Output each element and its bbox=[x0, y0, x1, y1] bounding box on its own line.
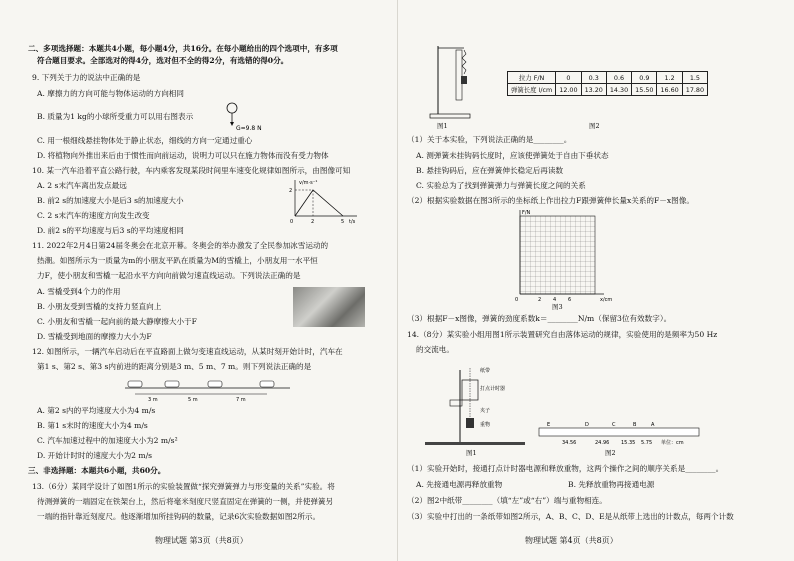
q12-option-d: D. 开始计时时的速度大小为2 m/s bbox=[37, 451, 153, 460]
q14-part2: （2）图2中纸带________（填“左”或“右”）端与重物相连。 bbox=[407, 496, 607, 505]
segment-3-label: 7 m bbox=[236, 397, 246, 402]
q11-option-c: C. 小朋友和雪橇一起向前的最大静摩擦大小于F bbox=[37, 317, 197, 326]
q13-part1-option-c: C. 实验总为了找到弹簧弹力与弹簧长度之间的关系 bbox=[416, 181, 586, 190]
table-cell: 12.00 bbox=[556, 84, 581, 96]
q12-stem-1: 12. 如图所示，一辆汽车启动后在平直路面上做匀变速直线运动，从某时刻开始计时，汽车在 bbox=[32, 347, 343, 356]
q14-stem-2: 的交流电。 bbox=[416, 345, 454, 354]
q14-stem-1: 14.（8分）某实验小组用图1所示装置研究自由落体运动的规律，实验使用的是频率为50 Hz bbox=[407, 330, 718, 339]
table-cell: 17.80 bbox=[682, 84, 707, 96]
timer-label: 打点计时器 bbox=[480, 386, 506, 392]
tape-point: A bbox=[651, 422, 655, 428]
tape-label: 纸带 bbox=[480, 368, 491, 374]
tape-point: D bbox=[585, 422, 589, 428]
table-row-label: 弹簧长度 l/cm bbox=[508, 84, 556, 96]
section2-heading: 二、多项选择题：本题共4小题，每小题4分，共16分。在每小题给出的四个选项中，有多项 bbox=[28, 44, 338, 53]
graph-xtick-0: 0 bbox=[290, 219, 294, 224]
weight-label: 重物 bbox=[480, 422, 491, 428]
section2-heading-cont: 符合题目要求。全部选对的得4分，选对但不全的得2分，有选错的得0分。 bbox=[37, 56, 289, 65]
section3-heading: 三、非选择题：本题共6小题，共60分。 bbox=[28, 466, 166, 475]
table-cell: 0.3 bbox=[581, 72, 606, 84]
tape-value: 15.35 bbox=[621, 440, 636, 446]
q9-option-c: C. 用一根细线悬挂物体处于静止状态，细线的方向一定通过重心 bbox=[37, 136, 253, 145]
grid-xtick: 6 bbox=[568, 297, 572, 303]
table-row-label: 拉力 F/N bbox=[508, 72, 556, 84]
q9-option-a: A. 摩擦力的方向可能与物体运动的方向相同 bbox=[37, 89, 184, 98]
q11-stem-1: 11. 2022年2月4日第24届冬奥会在北京开幕。冬奥会的举办激发了全民参加冰雪运动的 bbox=[32, 241, 329, 250]
table-row bbox=[508, 84, 708, 96]
q9-stem: 9. 下列关于力的说法中正确的是 bbox=[32, 73, 141, 82]
fig14-2-caption: 图2 bbox=[605, 449, 616, 457]
tape-value: 24.96 bbox=[595, 440, 610, 446]
table-cell: 1.5 bbox=[682, 72, 707, 84]
table-row bbox=[508, 72, 708, 84]
table-cell: 0.9 bbox=[632, 72, 657, 84]
grid-origin: 0 bbox=[515, 297, 519, 303]
free-fall-apparatus bbox=[420, 360, 530, 455]
page-divider bbox=[397, 0, 398, 561]
segment-2-label: 5 m bbox=[188, 397, 198, 402]
fig2-caption: 图2 bbox=[589, 122, 600, 130]
fig14-1-caption: 图1 bbox=[466, 449, 477, 457]
left-footer: 物理试题 第3页（共8页） bbox=[155, 536, 248, 545]
q10-stem: 10. 某一汽车沿着平直公路行驶，车内乘客发现某段时间里车速变化规律如图所示，由图像可知 bbox=[32, 166, 351, 175]
q14-part1-option-a: A. 先接通电源再释放重物 bbox=[416, 480, 503, 489]
tape-value: 5.75 bbox=[641, 440, 653, 446]
q14-part1: （1）实验开始时，接通打点计时器电源和释放重物，这两个操作之间的顺序关系是________。 bbox=[407, 464, 724, 473]
car-road-diagram bbox=[120, 374, 295, 402]
fig3-caption: 图3 bbox=[552, 303, 563, 311]
table-cell: 0 bbox=[556, 72, 581, 84]
table-cell: 15.50 bbox=[632, 84, 657, 96]
q13-line-2: 待测弹簧的一端固定在铁架台上，然后将毫米刻度尺竖直固定在弹簧的一侧，并使弹簧另 bbox=[37, 497, 334, 506]
q11-option-a: A. 雪橇受到4个力的作用 bbox=[37, 287, 121, 296]
grid-xlabel: x/cm bbox=[600, 297, 613, 303]
gravity-force-diagram bbox=[222, 100, 262, 135]
table-cell: 14.30 bbox=[606, 84, 631, 96]
tape-value: 34.56 bbox=[562, 440, 577, 446]
table-cell: 13.20 bbox=[581, 84, 606, 96]
q13-line-3: 一端的指针靠近刻度尺。他逐渐增加所挂钩码的数量，记录6次实验数据如图2所示。 bbox=[37, 512, 321, 521]
q14-part3: （3）实验中打出的一条纸带如图2所示，A、B、C、D、E是从纸带上选出的计数点，每两个计数 bbox=[407, 512, 734, 521]
q13-part3: （3）根据F－x图像，弹簧的劲度系数k＝________N/m（保留3位有效数字）。 bbox=[407, 314, 672, 323]
sled-photo bbox=[293, 287, 365, 327]
q9-option-d: D. 将植物向外推出来后由于惯性而向前运动，说明力可以只在施力物体而没有受力物体 bbox=[37, 151, 329, 160]
q12-stem-2: 第1 s、第2 s、第3 s内前进的距离分别是3 m、5 m、7 m。则下列说法正确的是 bbox=[37, 362, 312, 371]
graph-xtick-5: 5 bbox=[341, 219, 345, 224]
q11-stem-3: 力F，使小朋友和雪橇一起沿水平方向向前做匀速直线运动。下列说法正确的是 bbox=[37, 271, 301, 280]
spring-stand-figure bbox=[420, 40, 480, 120]
graph-ylabel: v/m·s⁻¹ bbox=[299, 180, 318, 186]
spring-data-table bbox=[507, 71, 708, 96]
q10-option-a: A. 2 s末汽车离出发点最远 bbox=[37, 181, 127, 190]
grid-xtick: 4 bbox=[553, 297, 557, 303]
graph-paper-figure bbox=[500, 206, 620, 306]
q13-line-1: 13.（6分）某同学设计了如图1所示的实验装置做“探究弹簧弹力与形变量的关系”实验。将 bbox=[32, 482, 335, 491]
q9-option-b: B. 质量为1 kg的小球所受重力可以用右图表示 bbox=[37, 112, 194, 121]
velocity-time-graph bbox=[283, 176, 363, 224]
q11-option-b: B. 小朋友受到雪橇的支持力竖直向上 bbox=[37, 302, 162, 311]
segment-1-label: 3 m bbox=[148, 397, 158, 402]
q14-part1-option-b: B. 先释放重物再接通电源 bbox=[568, 480, 655, 489]
graph-ytick-2: 2 bbox=[289, 188, 293, 194]
tape-point: C bbox=[612, 422, 616, 428]
q12-option-a: A. 第2 s内的平均速度大小为4 m/s bbox=[37, 406, 156, 415]
q10-option-c: C. 2 s末汽车的速度方向发生改变 bbox=[37, 211, 150, 220]
table-cell: 1.2 bbox=[657, 72, 682, 84]
q13-part1-option-a: A. 测弹簧未挂钩码长度时，应该使弹簧处于自由下垂状态 bbox=[416, 151, 609, 160]
q13-part1: （1）关于本实验，下列说法正确的是________。 bbox=[407, 135, 572, 144]
q11-stem-2: 热潮。如图所示为一质量为m的小朋友平趴在质量为M的雪橇上，小朋友用一水平恒 bbox=[37, 256, 318, 265]
table-cell: 0.6 bbox=[606, 72, 631, 84]
q10-option-d: D. 前2 s的平均速度与后3 s的平均速度相同 bbox=[37, 226, 184, 235]
q11-option-d: D. 雪橇受到地面的摩擦力大小为F bbox=[37, 332, 152, 341]
grid-ylabel: F/N bbox=[522, 210, 531, 216]
q10-option-b: B. 前2 s的加速度大小是后3 s的加速度大小 bbox=[37, 196, 184, 205]
right-footer: 物理试题 第4页（共8页） bbox=[525, 536, 618, 545]
tape-point: B bbox=[633, 422, 637, 428]
tape-unit: 单位：cm bbox=[661, 440, 684, 446]
graph-xlabel: t/s bbox=[349, 219, 356, 224]
fig1-caption: 图1 bbox=[437, 122, 448, 130]
grid-xtick: 2 bbox=[538, 297, 542, 303]
q13-part1-option-b: B. 悬挂钩码后，应在弹簧伸长稳定后再读数 bbox=[416, 166, 564, 175]
gravity-label: G=9.8 N bbox=[236, 125, 262, 132]
clip-label: 夹子 bbox=[480, 408, 491, 414]
q12-option-c: C. 汽车加速过程中的加速度大小为2 m/s² bbox=[37, 436, 178, 445]
graph-xtick-2: 2 bbox=[311, 219, 315, 224]
q13-part2: （2）根据实验数据在图3所示的坐标纸上作出拉力F跟弹簧伸长量x关系的F－x图像。 bbox=[407, 196, 694, 205]
tape-point: E bbox=[547, 422, 551, 428]
paper-tape-figure bbox=[537, 420, 707, 450]
table-cell: 16.60 bbox=[657, 84, 682, 96]
q12-option-b: B. 第1 s末时的速度大小为4 m/s bbox=[37, 421, 148, 430]
